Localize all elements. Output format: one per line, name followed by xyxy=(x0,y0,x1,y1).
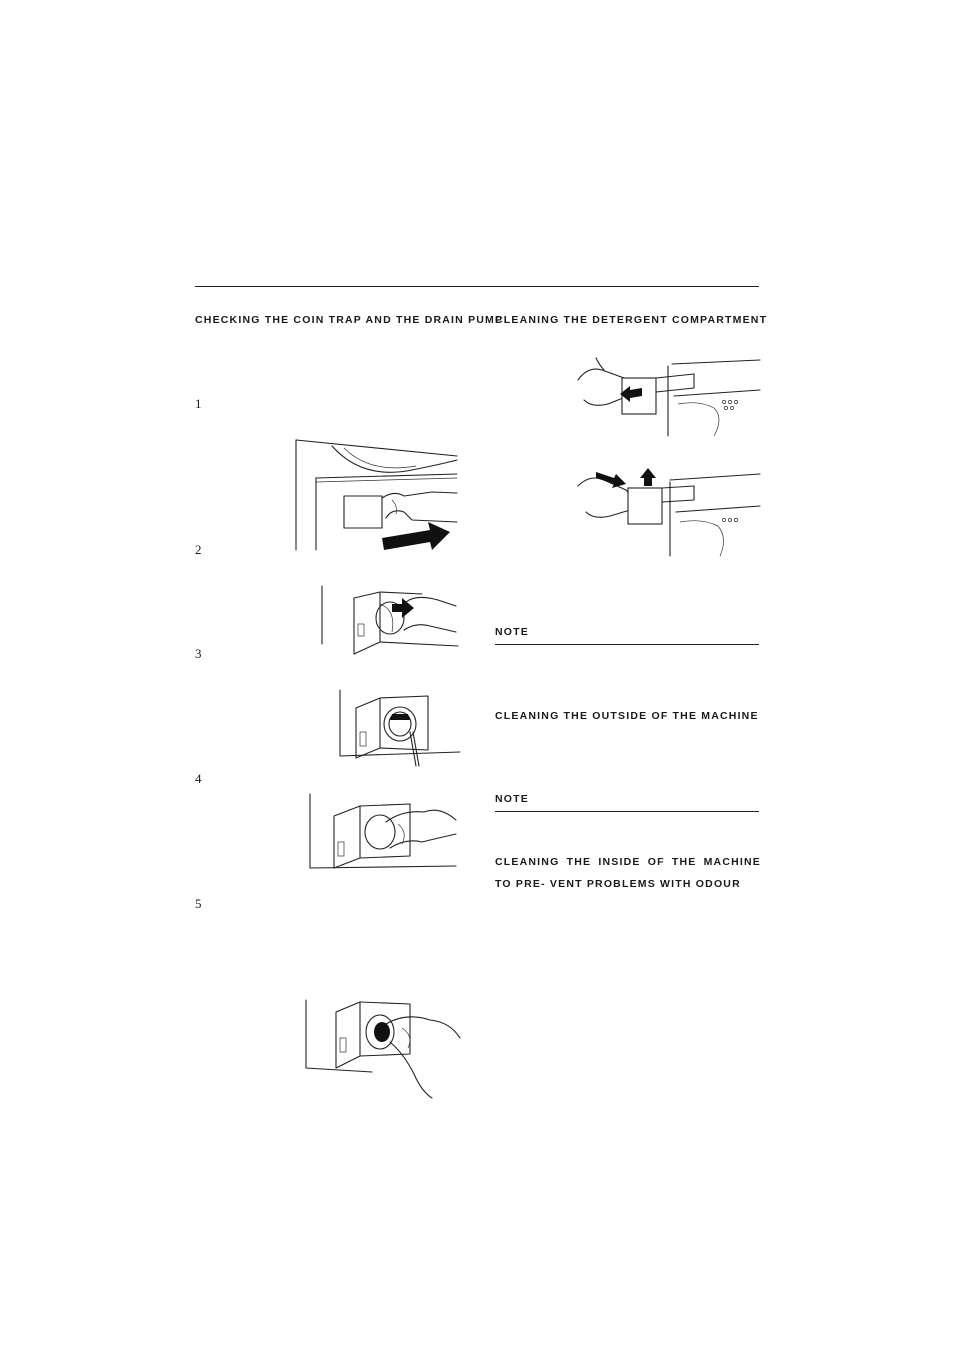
step-number-2: 2 xyxy=(195,542,202,557)
figure-open-flap xyxy=(292,438,462,553)
note-1-rule xyxy=(495,644,759,645)
figure-remove-cover xyxy=(318,584,462,656)
figure-turn-filter xyxy=(306,792,462,872)
step-number-5: 5 xyxy=(195,896,202,911)
figure-pull-filter xyxy=(302,998,462,1100)
outside-heading: CLEANING THE OUTSIDE OF THE MACHINE xyxy=(495,710,759,722)
note-2-rule xyxy=(495,811,759,812)
detergent-heading: CLEANING THE DETERGENT COMPARTMENT xyxy=(495,314,768,326)
figure-pull-drawer xyxy=(574,356,768,438)
step-number-3: 3 xyxy=(195,646,202,661)
coin-trap-heading: CHECKING THE COIN TRAP AND THE DRAIN PUMP xyxy=(195,314,504,326)
inside-heading: CLEANING THE INSIDE OF THE MACHINE TO PRE- VENT PROBLEMS WITH ODOUR xyxy=(495,856,761,890)
top-rule xyxy=(195,286,759,287)
note-1-heading: NOTE xyxy=(495,626,529,638)
step-number-4: 4 xyxy=(195,771,202,786)
step-number-1: 1 xyxy=(195,396,202,411)
note-2-heading: NOTE xyxy=(495,793,529,805)
figure-drain-filter xyxy=(336,688,462,772)
figure-lift-drawer xyxy=(574,466,768,558)
